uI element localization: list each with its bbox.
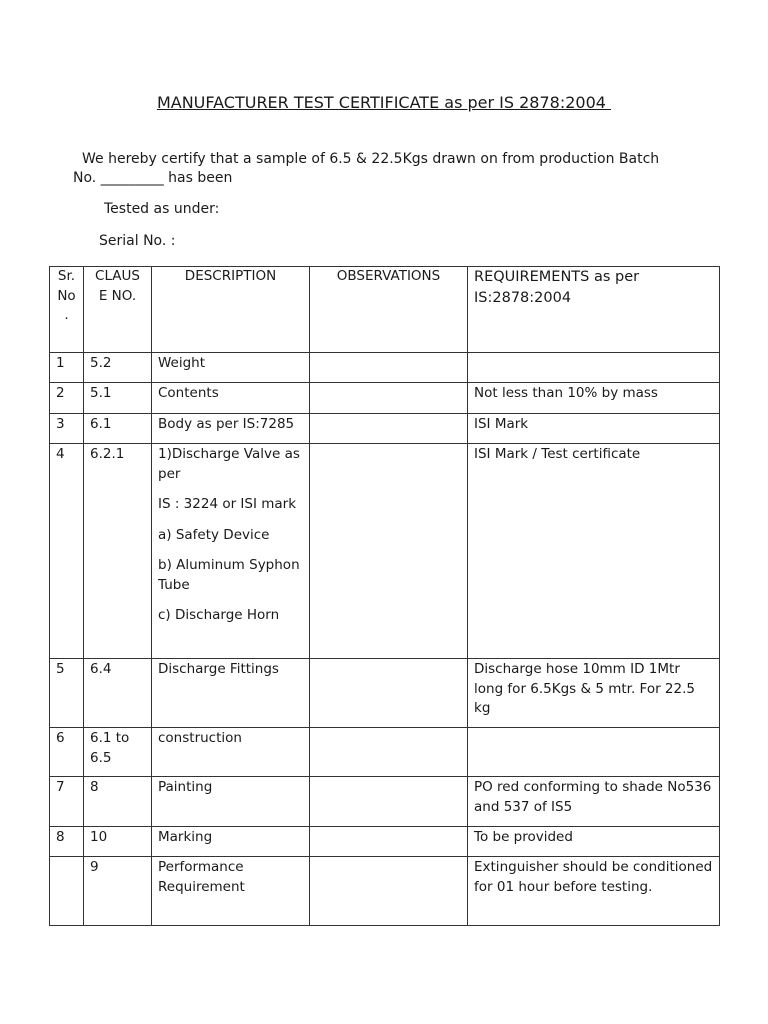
description-line: 1)Discharge Valve as per [158, 446, 300, 482]
cell-requirements: To be provided [468, 827, 720, 857]
cell-requirements [468, 353, 720, 383]
cell-sr-no: 6 [50, 728, 84, 777]
serial-no-label: Serial No. : [99, 233, 176, 249]
table-row [50, 659, 720, 728]
cell-description: Weight [152, 353, 310, 383]
cell-description: Marking [152, 827, 310, 857]
cell-sr-no: 1 [50, 353, 84, 383]
cell-sr-no: 4 [50, 444, 84, 659]
cell-description: Contents [152, 383, 310, 414]
header-requirements-line: IS:2878:2004 [474, 290, 572, 306]
table-header-row [50, 267, 720, 353]
cell-observations [310, 444, 468, 659]
cell-observations [310, 728, 468, 777]
table-row [50, 383, 720, 414]
description-line: c) Discharge Horn [158, 607, 280, 623]
cell-clause: 9 [84, 857, 152, 926]
cell-requirements: Extinguisher should be conditioned for 01 hour before testing. [468, 857, 720, 926]
cell-observations [310, 857, 468, 926]
cell-clause: 5.2 [84, 353, 152, 383]
tested-as-under-label: Tested as under: [104, 201, 220, 217]
cell-description: Body as per IS:7285 [152, 414, 310, 444]
cell-clause: 6.1 to 6.5 [84, 728, 152, 777]
cell-clause: 8 [84, 777, 152, 827]
table-row [50, 414, 720, 444]
header-clause-no [84, 267, 152, 353]
header-clause-line: CLAUS [95, 268, 140, 284]
cell-sr-no: 3 [50, 414, 84, 444]
cell-description: Discharge Fittings [152, 659, 310, 728]
cell-requirements: Discharge hose 10mm ID 1Mtr long for 6.5Kgs & 5 mtr. For 22.5 kg [468, 659, 720, 728]
cell-observations [310, 414, 468, 444]
cell-observations [310, 827, 468, 857]
table-row [50, 857, 720, 926]
cell-sr-no: 5 [50, 659, 84, 728]
header-clause-line: E NO. [98, 287, 137, 304]
header-requirements [468, 267, 720, 353]
cell-sr-no: 2 [50, 383, 84, 414]
cell-description: construction [152, 728, 310, 777]
table-row [50, 777, 720, 827]
test-results-table [49, 266, 720, 926]
header-sr-no [50, 267, 84, 353]
description-line: a) Safety Device [158, 526, 270, 543]
cell-clause: 5.1 [84, 383, 152, 414]
cell-observations [310, 659, 468, 728]
cell-requirements: ISI Mark [468, 414, 720, 444]
table-row [50, 444, 720, 659]
description-line: IS : 3224 or ISI mark [158, 496, 297, 512]
header-sr-no-line: . [64, 307, 69, 323]
document-title: MANUFACTURER TEST CERTIFICATE as per IS 2878:2004 [156, 93, 612, 112]
cell-observations [310, 383, 468, 414]
cell-clause: 6.4 [84, 659, 152, 728]
cell-sr-no: 8 [50, 827, 84, 857]
header-description: DESCRIPTION [152, 267, 310, 353]
header-observations: OBSERVATIONS [310, 267, 468, 353]
cell-requirements [468, 728, 720, 777]
cell-requirements: Not less than 10% by mass [468, 383, 720, 414]
table-row [50, 353, 720, 383]
cell-sr-no: 7 [50, 777, 84, 827]
cell-sr-no [50, 857, 84, 926]
cell-requirements: PO red conforming to shade No536 and 537 of IS5 [468, 777, 720, 827]
table-row [50, 827, 720, 857]
header-sr-no-line: Sr. [57, 268, 76, 284]
description-line: b) Aluminum Syphon Tube [158, 557, 300, 593]
cell-requirements: ISI Mark / Test certificate [468, 444, 720, 659]
certification-statement-line2: No. _________ has been [73, 170, 233, 186]
cell-clause: 6.1 [84, 414, 152, 444]
cell-observations [310, 777, 468, 827]
certification-statement-line1: We hereby certify that a sample of 6.5 & 22.5Kgs drawn on from production Batch [82, 151, 660, 167]
header-requirements-line: REQUIREMENTS as per [474, 269, 640, 285]
cell-clause: 10 [84, 827, 152, 857]
header-sr-no-line: No [57, 287, 76, 304]
cell-description [152, 444, 310, 659]
cell-clause: 6.2.1 [84, 444, 152, 659]
cell-description: Painting [152, 777, 310, 827]
cell-observations [310, 353, 468, 383]
table-row [50, 728, 720, 777]
cell-description: Performance Requirement [152, 857, 310, 926]
